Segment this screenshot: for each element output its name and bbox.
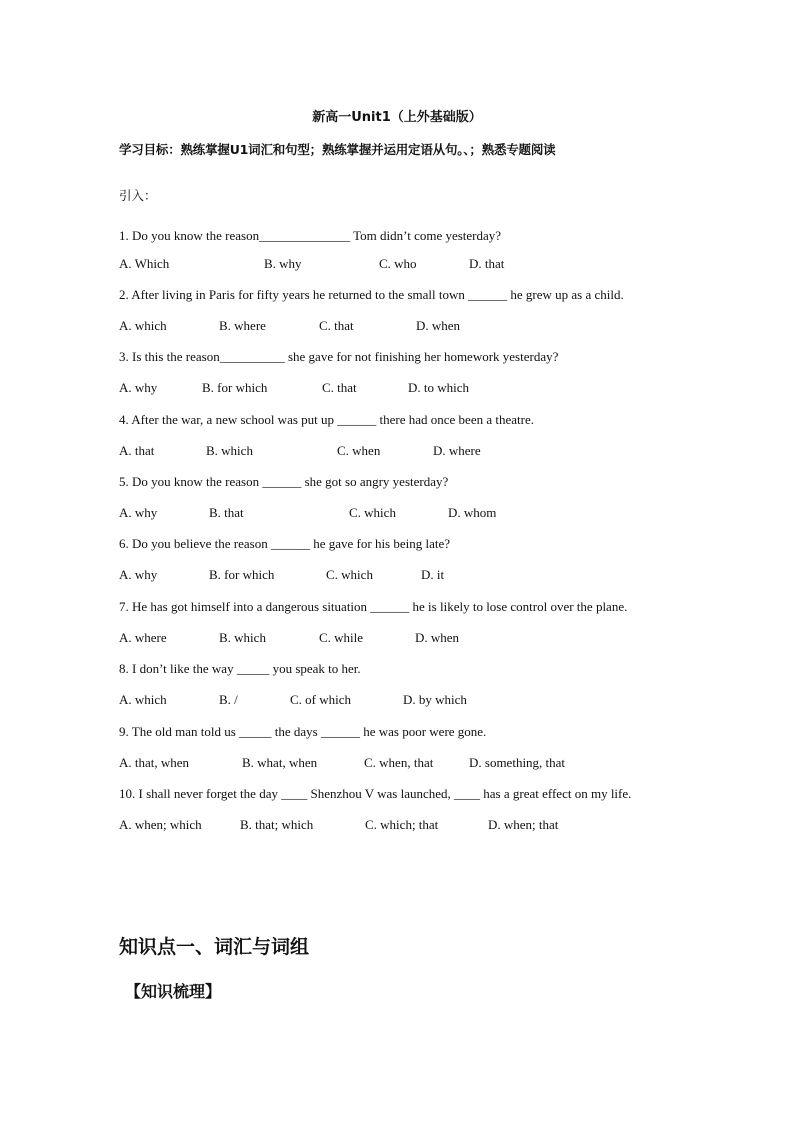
question-text: 7. He has got himself into a dangerous situation ______ he is likely to lose control over the plane. [119,599,628,614]
option-a: A. which [119,318,167,333]
question-text: 3. Is this the reason__________ she gave for not finishing her homework yesterday? [119,349,559,364]
sub-heading: 【知识梳理】 [125,982,222,1001]
option-c: C. when [337,443,381,458]
question-options [119,443,534,459]
question-options [119,630,627,646]
question-10 [119,786,631,833]
option-b: B. what, when [242,755,318,770]
option-c: C. while [319,630,364,645]
option-d: D. something, that [469,755,566,770]
option-d: D. when [415,630,460,645]
page-title: 新高一Unit1（上外基础版） [312,110,482,125]
question-6 [119,536,450,583]
question-2 [119,287,624,334]
option-c: C. that [322,380,357,395]
option-c: C. which [349,505,396,520]
question-text: 4. After the war, a new school was put up ______ there had once been a theatre. [119,412,534,427]
option-b: B. which [219,630,266,645]
option-d: D. where [433,443,481,458]
option-a: A. why [119,505,158,520]
question-8 [119,661,467,708]
option-d: D. that [469,256,505,271]
option-a: A. where [119,630,167,645]
option-b: B. / [219,692,238,707]
option-a: A. Which [119,256,170,271]
question-5 [119,474,497,521]
option-c: C. that [319,318,354,333]
question-options [119,755,566,771]
option-c: C. which; that [365,817,439,832]
question-9 [119,724,566,771]
option-c: C. of which [290,692,352,707]
question-options [119,256,505,272]
option-a: A. that, when [119,755,190,770]
question-text: 10. I shall never forget the day ____ Shenzhou V was launched, ____ has a great effect on my life. [119,786,632,801]
option-b: B. which [206,443,253,458]
question-1 [119,228,505,272]
question-options [119,505,497,521]
question-options [119,318,624,334]
option-a: A. when; which [119,817,202,832]
option-b: B. for which [209,567,275,582]
option-b: B. for which [202,380,268,395]
question-options [119,567,450,583]
question-options [119,692,467,708]
option-b: B. where [219,318,266,333]
option-c: C. who [379,256,417,271]
option-c: C. when, that [364,755,434,770]
question-3 [119,349,558,396]
option-b: B. that [209,505,244,520]
question-text: 1. Do you know the reason______________ Tom didn’t come yesterday? [119,228,502,243]
intro-label: 引入： [119,188,157,203]
option-d: D. it [421,567,445,582]
question-text: 9. The old man told us _____ the days ______ he was poor were gone. [119,724,487,739]
question-options [119,380,558,396]
option-d: D. when; that [488,817,559,832]
option-a: A. that [119,443,155,458]
question-options [119,817,631,833]
option-d: D. when [416,318,461,333]
option-d: D. by which [403,692,467,707]
question-text: 8. I don’t like the way _____ you speak to her. [119,661,361,676]
question-7 [119,599,627,646]
option-a: A. why [119,567,158,582]
question-4 [119,412,534,459]
question-text: 5. Do you know the reason ______ she got so angry yesterday? [119,474,449,489]
learning-objective: 学习目标：熟练掌握U1词汇和句型；熟练掌握并运用定语从句。、；熟悉专题阅读 [119,142,556,157]
question-text: 6. Do you believe the reason ______ he gave for his being late? [119,536,451,551]
option-c: C. which [326,567,373,582]
option-a: A. which [119,692,167,707]
option-b: B. that; which [240,817,314,832]
option-d: D. whom [448,505,497,520]
question-text: 2. After living in Paris for fifty years he returned to the small town ______ he grew up as a child. [119,287,624,302]
option-d: D. to which [408,380,470,395]
section-heading: 知识点一、词汇与词组 [119,936,310,958]
option-b: B. why [264,256,302,271]
option-a: A. why [119,380,158,395]
